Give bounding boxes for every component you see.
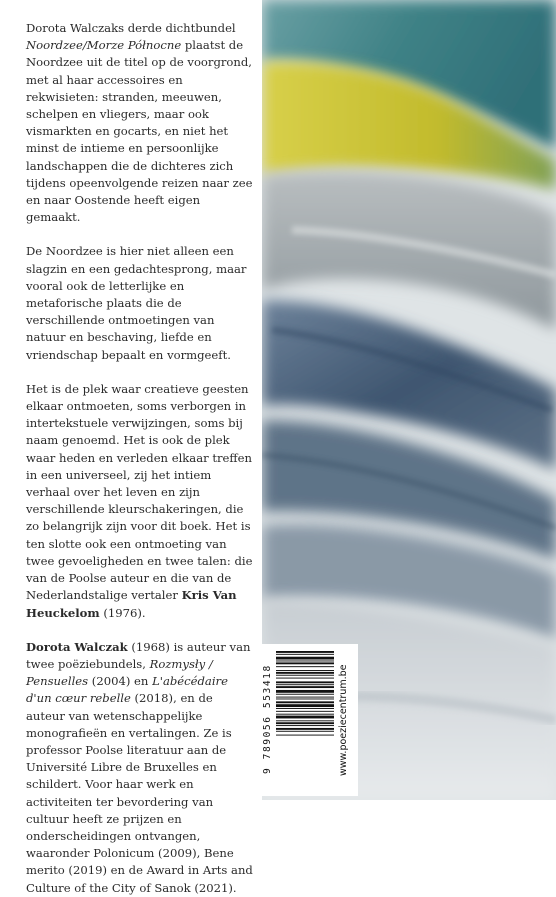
translator-name: Kris Van Heuckelom	[26, 588, 237, 620]
barcode-bar	[276, 722, 334, 724]
meeting-paragraph	[26, 381, 254, 622]
barcode-bar	[276, 661, 334, 662]
bio-text-a: (1968) is auteur van twee poëziebundels,	[26, 639, 251, 671]
barcode-bar	[276, 675, 334, 676]
barcode-bar	[276, 681, 334, 683]
meeting-text: Het is de plek waar creatieve geesten elkaar ontmoeten, soms verborgen in intertekstuele verwijzingen, soms bij naam genoemd. Het is ook de plek waar heden en verleden elkaar treffen in een universeel, zij het intiem verhaal over het leven en zijn verschillende kleurschakeringen, die zo belangrijk zijn voor dit boek. Het is ten slotte ook een ontmoeting van twee gevoeligheden en twee talen: die van de Poolse auteur en die van de Nederlandstalige vertaler	[26, 381, 253, 603]
barcode-bars	[276, 650, 334, 790]
book-rozmysly: Rozmysły / Pensuelles	[26, 656, 213, 689]
author-name: Dorota Walczak	[26, 639, 128, 654]
barcode-bar	[276, 704, 334, 707]
barcode-bar	[276, 666, 334, 667]
isbn-number: 9 789056 553418	[262, 664, 273, 774]
barcode-bar	[276, 716, 334, 719]
barcode-bar	[276, 699, 334, 700]
bio-text-c: (2018), en de auteur van wetenschappelijke monografieën en vertalingen. Ze is professor Poolse literatuur aan de Université Libre de Bruxelles en schildert. Voor haar werk en activiteiten ter bevordering van cultuur heeft ze prijzen en onderscheidingen ontvangen, waaronder Polonicum (2009), Bene merito (2019) en de Award in Arts and Culture of the City of Sanok (2021).	[26, 691, 253, 895]
publisher-website: www.poeziecentrum.be	[338, 664, 349, 776]
translator-year: (1976).	[99, 605, 146, 620]
back-cover-text	[26, 20, 254, 897]
barcode-bar	[276, 735, 334, 736]
intro-text-b: plaatst de Noordzee uit de titel op de voorgrond, met al haar accessoires en rekwisieten: stranden, meeuwen, schelpen en vliegers, maar ook vismarkten en gocarts, en niet het minst de intieme en persoonlijke landschappen die de dichteres zich tijdens opeenvolgende reizen naar zee en naar Oostende heeft eigen gemaakt.	[26, 38, 253, 225]
barcode-bar	[276, 657, 334, 660]
barcode-bar	[276, 725, 334, 726]
barcode-bar	[276, 654, 334, 655]
barcode-bar	[276, 728, 334, 730]
author-bio-paragraph	[26, 639, 254, 897]
book-title: Noordzee/Morze Północne	[26, 38, 182, 53]
barcode-bar	[276, 662, 334, 664]
barcode-bar	[276, 670, 334, 671]
barcode-bar	[276, 711, 334, 712]
bio-text-b: (2004) en	[88, 674, 153, 689]
intro-text-a: Dorota Walczaks derde dichtbundel	[26, 21, 236, 35]
barcode-bar	[276, 686, 334, 688]
barcode-bar	[276, 731, 334, 732]
barcode-bar	[276, 672, 334, 674]
barcode-bar	[276, 697, 334, 698]
barcode-bar	[276, 678, 334, 679]
barcode-bar	[276, 701, 334, 703]
barcode-bar	[276, 720, 334, 721]
barcode-bar	[276, 651, 334, 653]
barcode-bar	[276, 708, 334, 709]
barcode-bar	[276, 694, 334, 695]
book-abecedaire: L'abécédaire d'un cœur rebelle	[26, 674, 228, 706]
sea-paragraph: De Noordzee is hier niet alleen een slagzin en een gedachtesprong, maar vooral ook de letterlijke en metaforische plaats die de verschillende ontmoetingen van natuur en beschaving, liefde en vriendschap bepaalt en vormgeeft.	[26, 244, 247, 362]
barcode-bar	[276, 684, 334, 685]
barcode-bar	[276, 714, 334, 715]
barcode-bar	[276, 690, 334, 693]
intro-paragraph	[26, 20, 254, 226]
